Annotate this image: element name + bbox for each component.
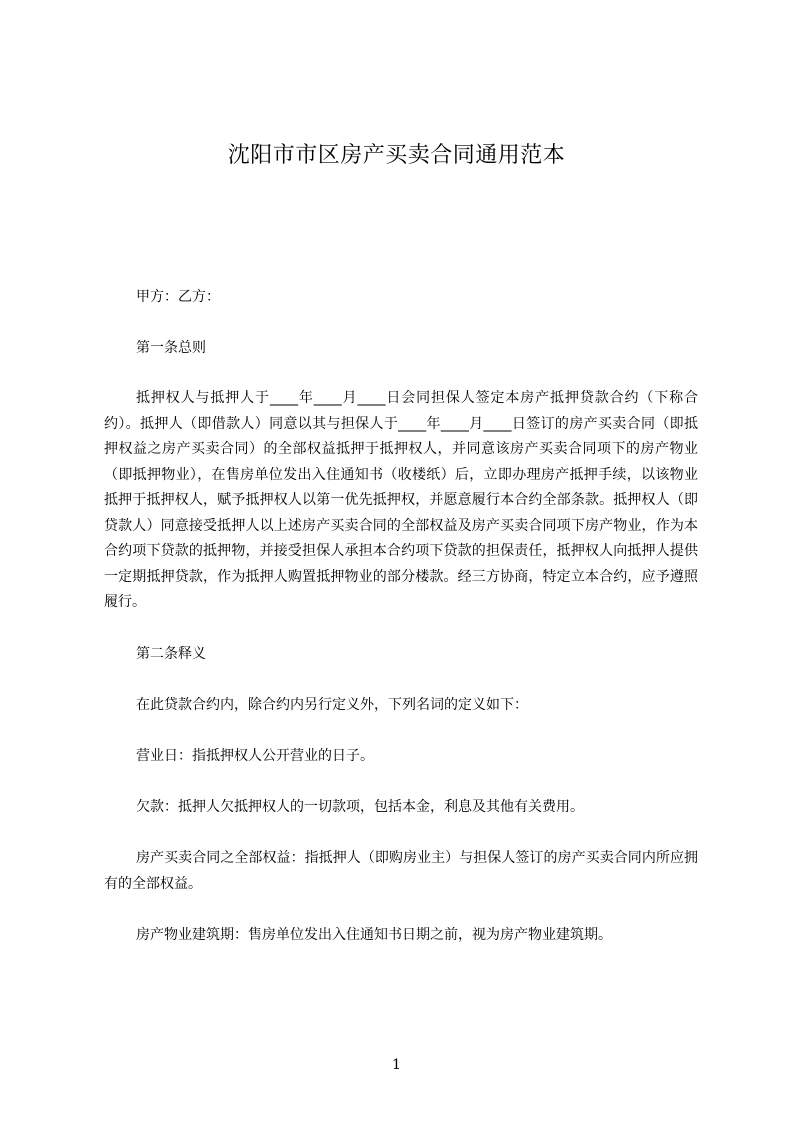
document-body [104, 284, 698, 973]
definition-construction-period: 房产物业建筑期：售房单位发出入住通知书日期之前，视为房产物业建筑期。 [136, 926, 612, 943]
general-provisions-paragraph: 抵押权人与抵押人于____年____月____日会同担保人签定本房产抵押贷款合约（下称合约）。抵押人（即借款人）同意以其与担保人于____年____月____日签订的房产买卖合同（即抵押权益之房产买卖合同）的全部权益抵押于抵押权人，并同意该房产买卖合同项下的房产物业（即抵押物业），在售房单位发出入住通知书（收楼纸）后，立即办理房产抵押手续，以该物业抵押于抵押权人，赋予抵押权人以第一优先抵押权，并愿意履行本合约全部条款。抵押权人（即贷款人）同意接受抵押人以上述房产买卖合同的全部权益及房产买卖合同项下房产物业，作为本合约项下贷款的抵押物，并接受担保人承担本合约项下贷款的担保责任，抵押权人向抵押人提供一定期抵押贷款，作为抵押人购置抵押物业的部分楼款。经三方协商，特定立本合约，应予遵照履行。 [104, 390, 698, 610]
page-number: 1 [392, 1057, 401, 1073]
definition-business-day: 营业日：指抵押权人公开营业的日子。 [136, 747, 374, 764]
definition-arrears: 欠款：抵押人欠抵押权人的一切款项，包括本金，利息及其他有关费用。 [136, 798, 584, 815]
section-heading-definitions: 第二条释义 [136, 645, 206, 662]
parties-line: 甲方：乙方： [136, 289, 220, 305]
definition-contract-rights: 房产买卖合同之全部权益：指抵押人（即购房业主）与担保人签订的房产买卖合同内所应拥有的全部权益。 [104, 849, 698, 892]
section-heading-general: 第一条总则 [136, 340, 206, 356]
document-title: 沈阳市市区房产买卖合同通用范本 [227, 143, 566, 168]
definitions-intro: 在此贷款合约内，除合约内另行定义外，下列名词的定义如下： [136, 696, 528, 713]
